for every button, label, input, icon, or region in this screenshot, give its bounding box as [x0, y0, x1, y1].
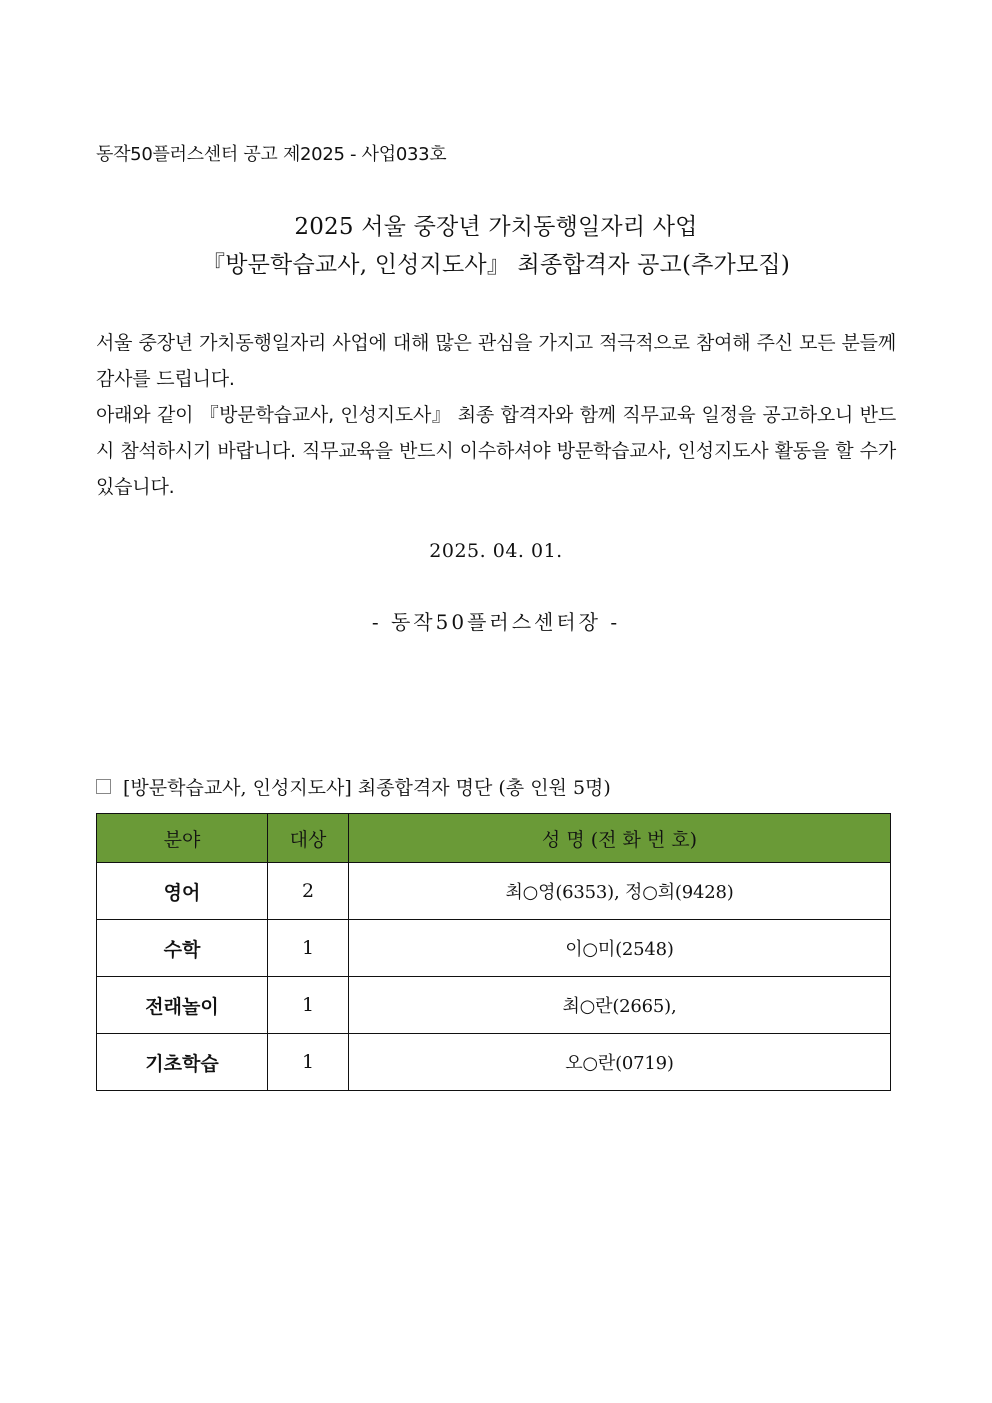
title-line-1: 2025 서울 중장년 가치동행일자리 사업	[294, 214, 698, 240]
section-heading-text: [방문학습교사, 인성지도사] 최종합격자 명단 (총 인원 5명)	[123, 777, 611, 799]
table-row	[97, 977, 891, 1034]
column-header-names: 성 명 (전 화 번 호)	[349, 814, 891, 863]
announcement-date: 2025. 04. 01.	[429, 540, 563, 562]
signer: - 동작50플러스센터장 -	[371, 610, 621, 634]
cell-count: 1	[268, 920, 349, 977]
cell-count: 1	[268, 1034, 349, 1091]
cell-names: 최○란(2665),	[349, 977, 891, 1034]
body-paragraph-1: 서울 중장년 가치동행일자리 사업에 대해 많은 관심을 가지고 적극적으로 참여해 주신 모든 분들께 감사를 드립니다.	[96, 332, 896, 390]
table-row	[97, 863, 891, 920]
body-text	[96, 325, 896, 505]
title-line-2: 『방문학습교사, 인성지도사』 최종합격자 공고(추가모집)	[202, 252, 790, 278]
cell-names: 오○란(0719)	[349, 1034, 891, 1091]
cell-field: 영어	[97, 863, 268, 920]
cell-count: 2	[268, 863, 349, 920]
empty-square-icon	[96, 779, 111, 794]
document-title	[0, 208, 992, 284]
table-row	[97, 1034, 891, 1091]
cell-field: 기초학습	[97, 1034, 268, 1091]
cell-names: 최○영(6353), 정○희(9428)	[349, 863, 891, 920]
notice-number: 동작50플러스센터 공고 제2025 - 사업033호	[96, 144, 447, 165]
body-paragraph-2: 아래와 같이 『방문학습교사, 인성지도사』 최종 합격자와 함께 직무교육 일정을 공고하오니 반드시 참석하시기 바랍니다. 직무교육을 반드시 이수하셔야 방문학습교사, 인성지도사 활동을 할 수가 있습니다.	[96, 404, 896, 498]
column-header-count: 대상	[268, 814, 349, 863]
finalist-table	[96, 813, 891, 1091]
table-row	[97, 920, 891, 977]
column-header-field: 분야	[97, 814, 268, 863]
cell-field: 수학	[97, 920, 268, 977]
cell-names: 이○미(2548)	[349, 920, 891, 977]
table-header-row	[97, 814, 891, 863]
section-heading	[96, 773, 611, 800]
cell-field: 전래놀이	[97, 977, 268, 1034]
cell-count: 1	[268, 977, 349, 1034]
